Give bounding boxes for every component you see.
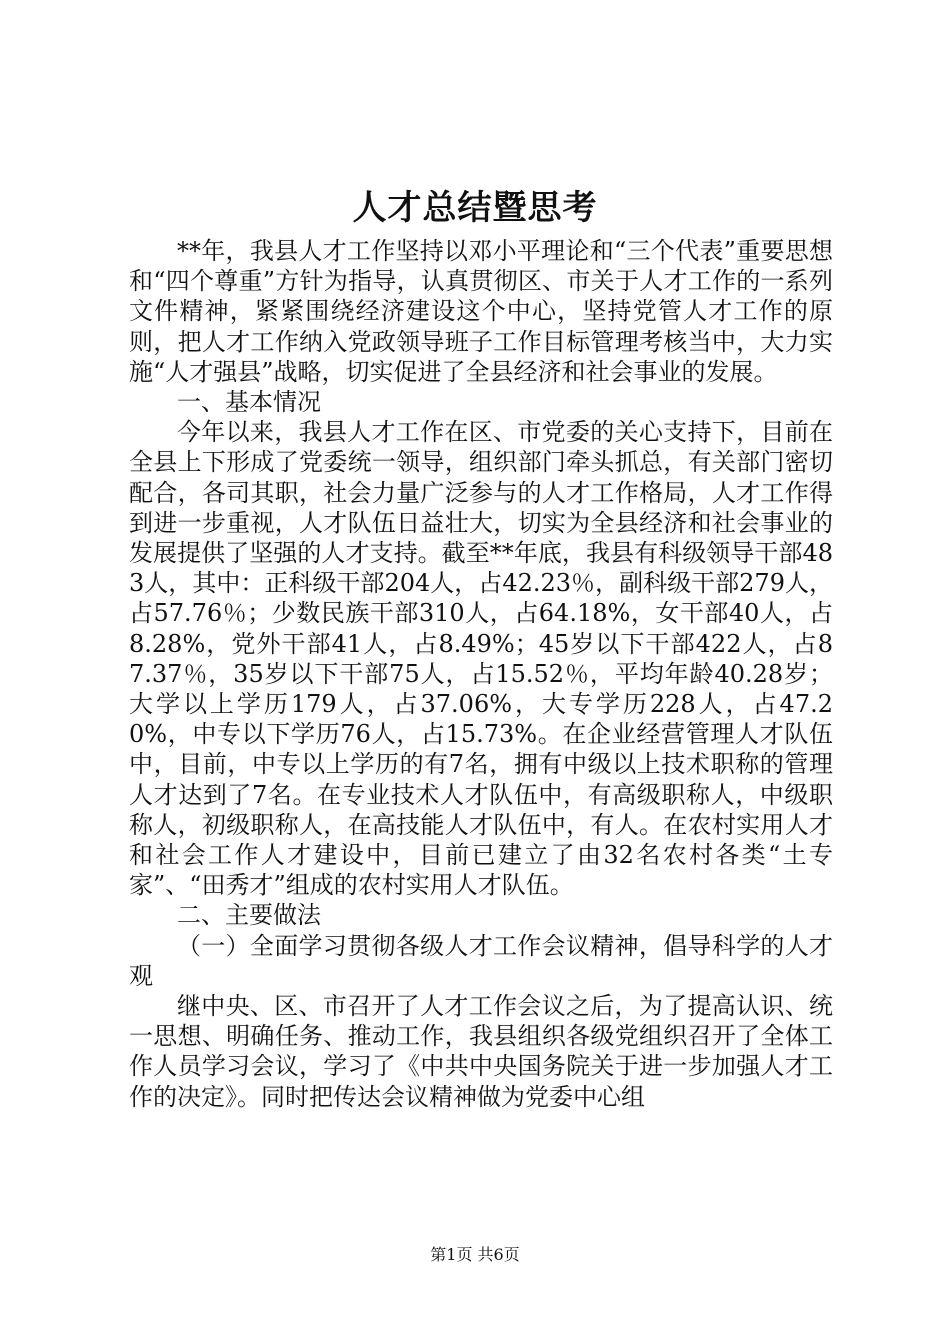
page-footer: 第1页 共6页: [430, 1245, 520, 1264]
paragraph-basic-situation: 今年以来，我县人才工作在区、市党委的关心支持下，目前在全县上下形成了党委统一领导，组织部门牵头抓总，有关部门密切配合，各司其职，社会力量广泛参与的人才工作格局，人才工作得到进一步重视，人才队伍日益壮大，切实为全县经济和社会事业的发展提供了坚强的人才支持。截至**年底，我县有科级领导干部483人，其中：正科级干部204人，占42.23％，副科级干部279人，占57.76％；少数民族干部310人，占64.18%，女干部40人，占8.28%，党外干部41人，占8.49%；45岁以下干部422人，占87.37％，35岁以下干部75人，占15.52％，平均年龄40.28岁；大学以上学历179人，占37.06%，大专学历228人，占47.20%，中专以下学历76人，占15.73%。在企业经营管理人才队伍中，目前，中专以上学历的有7名，拥有中级以上技术职称的管理人才达到了7名。在专业技术人才队伍中，有高级职称人，中级职称人，初级职称人，在高技能人才队伍中，有人。在农村实用人才和社会工作人才建设中，目前已建立了由32名农村各类“土专家”、“田秀才”组成的农村实用人才队伍。: [129, 418, 833, 900]
paragraph-practice-one: 继中央、区、市召开了人才工作会议之后，为了提高认识、统一思想、明确任务、推动工作，我县组织各级党组织召开了全体工作人员学习会议，学习了《中共中央国务院关于进一步加强人才工作的决定》。同时把传达会议精神做为党委中心组: [129, 992, 833, 1111]
heading-main-practices: 二、主要做法: [177, 901, 321, 930]
document-title: 人才总结暨思考: [352, 188, 598, 228]
subheading-practice-one: （一）全面学习贯彻各级人才工作会议精神，倡导科学的人才观: [129, 931, 833, 990]
paragraph-intro: **年，我县人才工作坚持以邓小平理论和“三个代表”重要思想和“四个尊重”方针为指导，认真贯彻区、市关于人才工作的一系列文件精神，紧紧围绕经济建设这个中心，坚持党管人才工作的原则，把人才工作纳入党政领导班子工作目标管理考核当中，大力实施“人才强县”战略，切实促进了全县经济和社会事业的发展。: [129, 237, 833, 386]
heading-basic-situation: 一、基本情况: [177, 388, 321, 417]
document-body: [129, 236, 833, 1112]
